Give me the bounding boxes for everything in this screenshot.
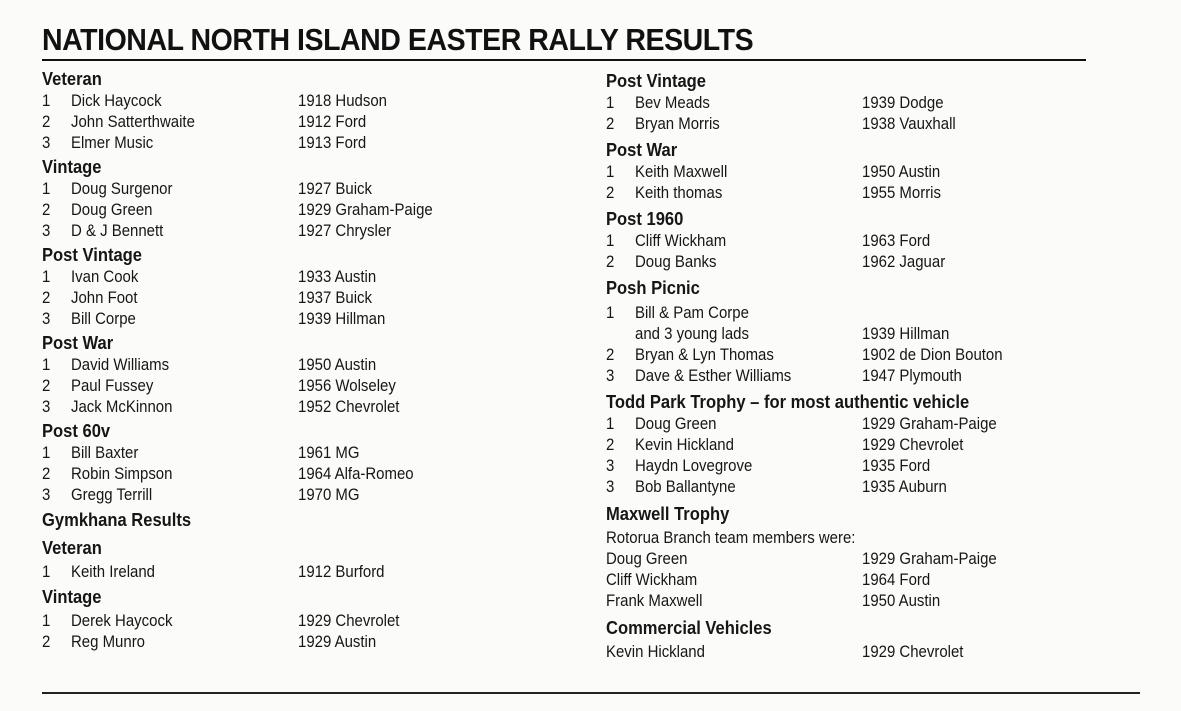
place: 3 <box>42 309 51 328</box>
entrant: Bob Ballantyne <box>635 477 736 496</box>
result-row <box>42 396 562 417</box>
vehicle: 1912 Ford <box>298 112 367 131</box>
result-row <box>42 484 562 505</box>
team-member: Cliff Wickham <box>606 570 698 589</box>
place: 2 <box>606 435 615 454</box>
vehicle: 1950 Austin <box>862 162 941 181</box>
team-member: Frank Maxwell <box>606 591 703 610</box>
place: 3 <box>606 366 615 385</box>
entrant: Elmer Music <box>71 133 154 152</box>
result-row <box>42 111 562 132</box>
vehicle: 1952 Chevrolet <box>298 397 400 416</box>
place: 3 <box>42 485 51 504</box>
entrant: David Williams <box>71 355 170 374</box>
place: 2 <box>606 114 615 133</box>
result-row <box>606 182 1126 203</box>
entrant: Bill Corpe <box>71 309 136 328</box>
result-row <box>42 220 562 241</box>
entrant: Dick Haycock <box>71 91 162 110</box>
place: 1 <box>606 303 615 322</box>
vehicle: 1902 de Dion Bouton <box>862 345 1003 364</box>
entrant: Keith Ireland <box>71 562 155 581</box>
result-row <box>606 434 1126 455</box>
place: 2 <box>42 632 51 651</box>
vehicle: 1929 Graham-Paige <box>862 414 997 433</box>
result-row <box>42 266 562 287</box>
entrant: Bill & Pam Corpe <box>635 303 749 322</box>
section-heading: Posh Picnic <box>606 278 700 298</box>
entrant: Keith thomas <box>635 183 723 202</box>
result-row <box>42 90 562 111</box>
result-row <box>42 631 562 652</box>
place: 2 <box>42 200 51 219</box>
section-heading: Post Vintage <box>42 245 143 265</box>
vehicle: 1929 Austin <box>298 632 377 651</box>
place: 1 <box>42 562 51 581</box>
section-heading: Vintage <box>42 157 102 177</box>
place: 2 <box>606 345 615 364</box>
vehicle: 1913 Ford <box>298 133 367 152</box>
vehicle: 1935 Auburn <box>862 477 947 496</box>
vehicle: 1962 Jaguar <box>862 252 946 271</box>
result-row <box>42 561 562 582</box>
entrant: Doug Green <box>635 414 717 433</box>
result-row <box>606 113 1126 134</box>
place: 2 <box>42 376 51 395</box>
vehicle: 1956 Wolseley <box>298 376 396 395</box>
team-member-row <box>606 548 1126 569</box>
entrant: Reg Munro <box>71 632 146 651</box>
place: 3 <box>42 133 51 152</box>
section-heading: Veteran <box>42 69 102 89</box>
vehicle: 1929 Chevrolet <box>862 642 964 661</box>
bottom-rule <box>42 692 1140 694</box>
entrant: Paul Fussey <box>71 376 154 395</box>
entrant: Bill Baxter <box>71 443 139 462</box>
result-row <box>606 251 1126 272</box>
right-results-column <box>606 68 1126 662</box>
result-row <box>606 302 1126 323</box>
place: 3 <box>42 221 51 240</box>
result-row <box>42 132 562 153</box>
entrant: Robin Simpson <box>71 464 173 483</box>
entrant: Doug Banks <box>635 252 717 271</box>
vehicle: 1939 Hillman <box>862 324 950 343</box>
entrant: Dave & Esther Williams <box>635 366 792 385</box>
place: 1 <box>606 414 615 433</box>
section-heading: Post 1960 <box>606 209 684 229</box>
vehicle: 1927 Buick <box>298 179 373 198</box>
gymkhana-heading: Gymkhana Results <box>42 510 192 530</box>
result-row <box>606 92 1126 113</box>
section-heading: Post 60v <box>42 421 111 441</box>
vehicle: 1929 Graham-Paige <box>298 200 433 219</box>
entrant: Haydn Lovegrove <box>635 456 753 475</box>
result-row <box>606 344 1126 365</box>
place: 2 <box>42 288 51 307</box>
result-row <box>606 476 1126 497</box>
result-row <box>42 199 562 220</box>
place: 1 <box>42 355 51 374</box>
team-member-row <box>606 569 1126 590</box>
place: 3 <box>606 477 615 496</box>
place: 1 <box>606 231 615 250</box>
entrant: Bryan & Lyn Thomas <box>635 345 774 364</box>
vehicle: 1970 MG <box>298 485 360 504</box>
result-row <box>42 354 562 375</box>
result-row <box>42 308 562 329</box>
vehicle: 1961 MG <box>298 443 360 462</box>
entrant: Doug Surgenor <box>71 179 173 198</box>
entrant: Gregg Terrill <box>71 485 153 504</box>
entrant: Bev Meads <box>635 93 710 112</box>
vehicle: 1950 Austin <box>862 591 941 610</box>
place: 2 <box>606 183 615 202</box>
place: 3 <box>42 397 51 416</box>
vehicle: 1912 Burford <box>298 562 385 581</box>
result-row <box>42 442 562 463</box>
vehicle: 1938 Vauxhall <box>862 114 956 133</box>
result-row-continuation <box>606 323 1126 344</box>
place: 1 <box>42 611 51 630</box>
entrant: John Satterthwaite <box>71 112 195 131</box>
team-member: Doug Green <box>606 549 688 568</box>
result-row <box>606 413 1126 434</box>
section-heading: Veteran <box>42 538 102 558</box>
left-results-column <box>42 68 562 652</box>
entrant: D & J Bennett <box>71 221 164 240</box>
entrant: Derek Haycock <box>71 611 173 630</box>
result-row <box>606 365 1126 386</box>
entrant: Ivan Cook <box>71 267 139 286</box>
vehicle: 1929 Graham-Paige <box>862 549 997 568</box>
place: 2 <box>42 112 51 131</box>
team-member-row <box>606 590 1126 611</box>
entrant: Cliff Wickham <box>635 231 727 250</box>
entrant: Keith Maxwell <box>635 162 728 181</box>
place: 1 <box>42 179 51 198</box>
entrant: Bryan Morris <box>635 114 720 133</box>
section-heading: Maxwell Trophy <box>606 504 730 524</box>
vehicle: 1964 Ford <box>862 570 931 589</box>
vehicle: 1939 Dodge <box>862 93 944 112</box>
title-underline <box>42 59 1086 61</box>
vehicle: 1935 Ford <box>862 456 931 475</box>
place: 2 <box>606 252 615 271</box>
result-row <box>42 375 562 396</box>
entrant: Doug Green <box>71 200 153 219</box>
vehicle: 1918 Hudson <box>298 91 388 110</box>
vehicle: 1947 Plymouth <box>862 366 962 385</box>
section-heading: Post War <box>42 333 114 353</box>
section-heading: Post War <box>606 140 678 160</box>
place: 3 <box>606 456 615 475</box>
result-row <box>42 178 562 199</box>
entrant: Kevin Hickland <box>635 435 734 454</box>
section-heading: Post Vintage <box>606 71 707 91</box>
vehicle: 1950 Austin <box>298 355 377 374</box>
section-heading: Commercial Vehicles <box>606 618 772 638</box>
result-row <box>42 287 562 308</box>
result-row <box>42 610 562 631</box>
result-row <box>606 230 1126 251</box>
place: 1 <box>42 91 51 110</box>
result-row <box>606 641 1126 662</box>
entrant: Jack McKinnon <box>71 397 173 416</box>
vehicle: 1963 Ford <box>862 231 931 250</box>
entrant: and 3 young lads <box>635 324 749 343</box>
result-row <box>42 463 562 484</box>
place: 1 <box>42 267 51 286</box>
vehicle: 1955 Morris <box>862 183 941 202</box>
place: 2 <box>42 464 51 483</box>
section-heading: Todd Park Trophy – for most authentic vehicle <box>606 392 970 412</box>
place: 1 <box>42 443 51 462</box>
result-row <box>606 161 1126 182</box>
vehicle: 1939 Hillman <box>298 309 386 328</box>
page-title: NATIONAL NORTH ISLAND EASTER RALLY RESULTS <box>42 22 754 57</box>
entrant: Kevin Hickland <box>606 642 705 661</box>
vehicle: 1964 Alfa-Romeo <box>298 464 414 483</box>
vehicle: 1927 Chrysler <box>298 221 392 240</box>
place: 1 <box>606 162 615 181</box>
result-row <box>606 455 1126 476</box>
place: 1 <box>606 93 615 112</box>
entrant: John Foot <box>71 288 138 307</box>
vehicle: 1929 Chevrolet <box>298 611 400 630</box>
vehicle: 1937 Buick <box>298 288 373 307</box>
vehicle: 1933 Austin <box>298 267 377 286</box>
maxwell-intro: Rotorua Branch team members were: <box>606 528 856 547</box>
section-heading: Vintage <box>42 587 102 607</box>
vehicle: 1929 Chevrolet <box>862 435 964 454</box>
